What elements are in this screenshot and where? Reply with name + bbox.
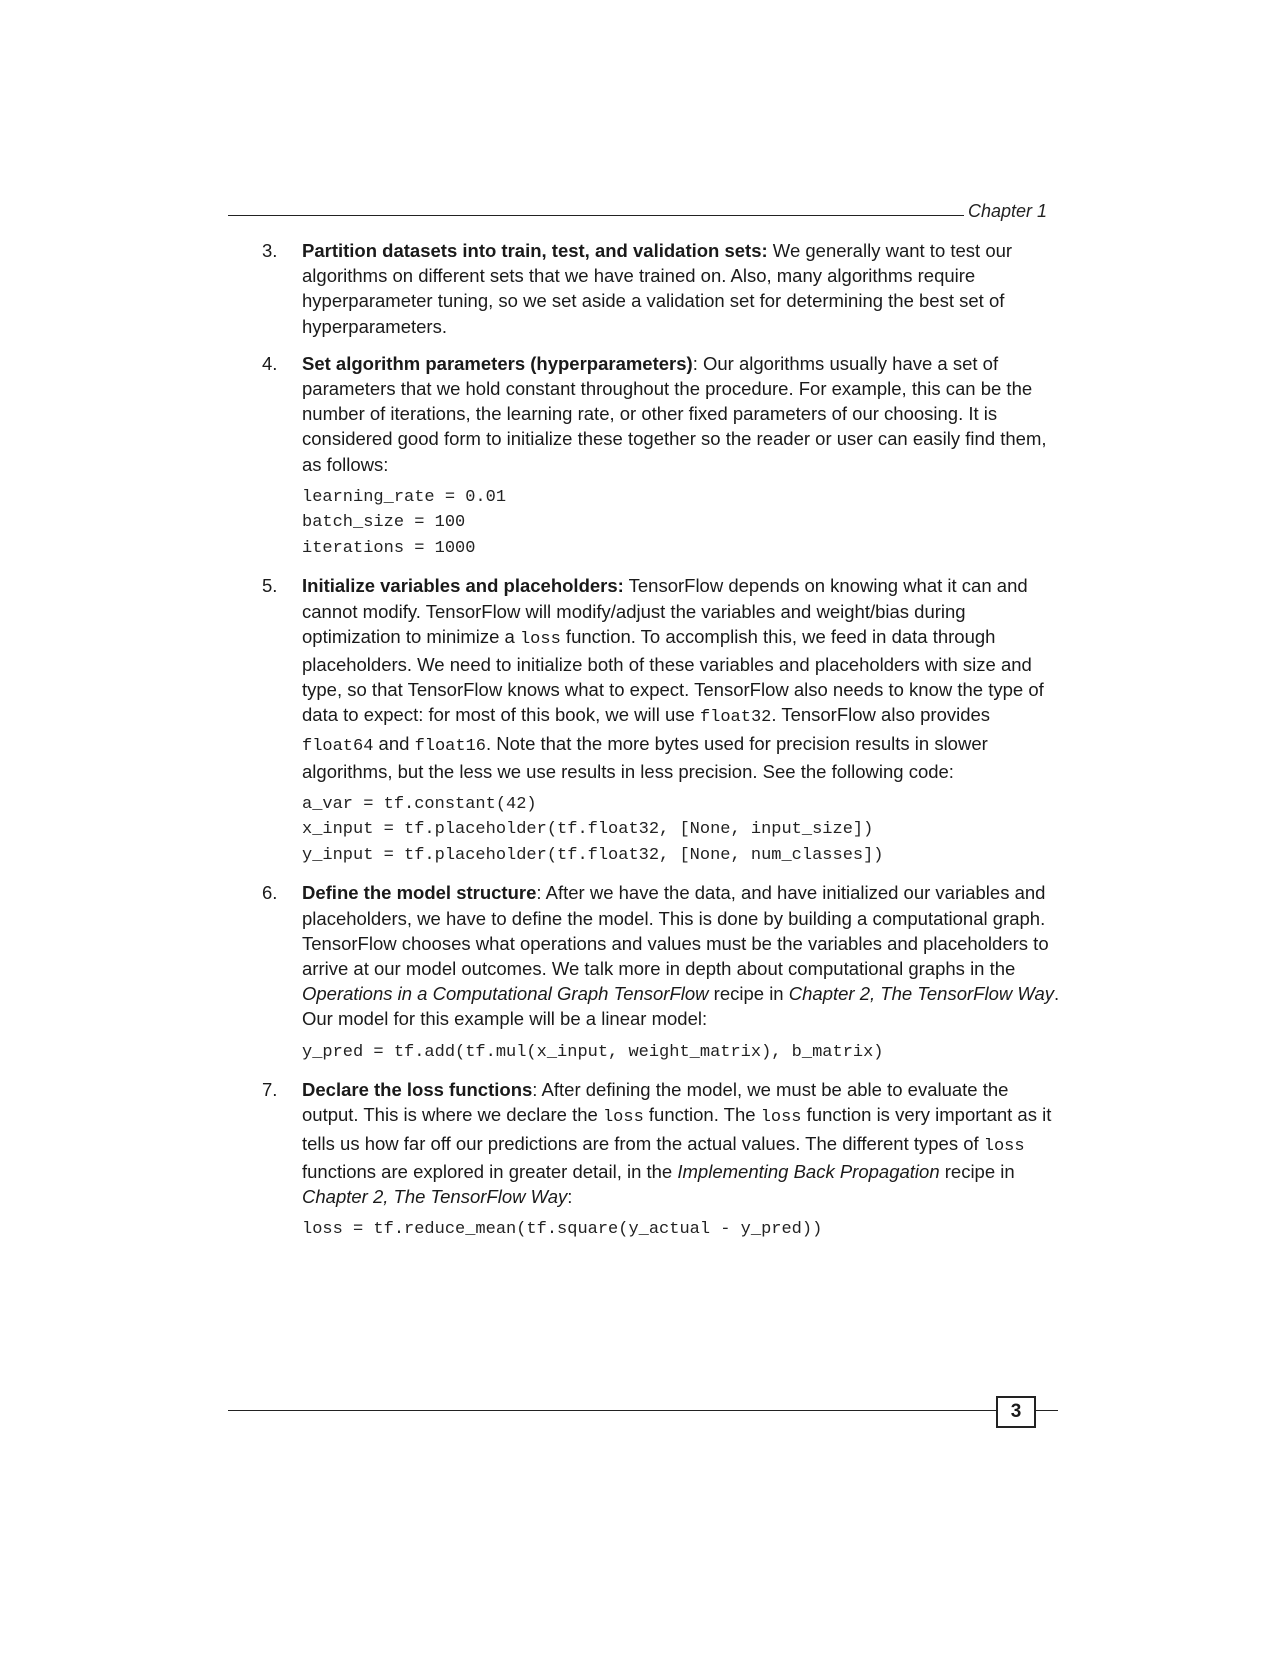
item-title: Define the model structure — [302, 882, 537, 904]
footer-rule-right — [1034, 1410, 1058, 1411]
item-title: Set algorithm parameters (hyperparameters) — [302, 352, 693, 374]
code-line: batch_size = 100 — [302, 513, 466, 533]
page-content — [262, 238, 1062, 1255]
code-line: iterations = 1000 — [302, 538, 476, 558]
item-number: 3. — [262, 240, 278, 261]
code-line: learning_rate = 0.01 — [302, 487, 507, 507]
code-block — [302, 1040, 1062, 1066]
item-paragraph: Partition datasets into train, test, and validation sets: We generally want to test our algorithms on different sets that we have trained on. Also, many algorithms require hyperparameter tuning, so we set aside a validation set for determining the best set of hyperparameters. — [302, 240, 1013, 337]
code-line: y_input = tf.placeholder(tf.float32, [None, num_classes]) — [302, 845, 884, 865]
code-line: x_input = tf.placeholder(tf.float32, [None, input_size]) — [302, 820, 874, 840]
item-number: 6. — [262, 882, 278, 904]
list-item — [262, 880, 1062, 1065]
code-line: y_pred = tf.add(tf.mul(x_input, weight_matrix), b_matrix) — [302, 1042, 884, 1062]
code-line: a_var = tf.constant(42) — [302, 794, 537, 814]
italic-reference: Operations in a Computational Graph TensorFlow — [302, 983, 709, 1005]
item-paragraph: Set algorithm parameters (hyperparameters): Our algorithms usually have a set of parameters that we hold constant throughout the procedure. For example, this can be the number of iterations, the learning rate, or other fixed parameters of our choosing. It is considered good form to initialize these together so the reader or user can easily find them, as follows: — [302, 352, 1047, 475]
inline-code: loss — [983, 1136, 1025, 1156]
footer-rule — [228, 1410, 998, 1411]
italic-reference: Implementing Back Propagation — [677, 1160, 940, 1182]
code-line: loss = tf.reduce_mean(tf.square(y_actual - y_pred)) — [302, 1220, 823, 1240]
inline-code: loss — [760, 1108, 802, 1128]
code-block — [302, 485, 1062, 562]
list-item — [262, 573, 1062, 868]
inline-code: float32 — [699, 708, 772, 728]
list-item — [262, 351, 1062, 562]
item-title: Partition datasets into train, test, and validation sets: — [302, 240, 768, 261]
chapter-label: Chapter 1 — [968, 201, 1048, 221]
item-paragraph: Declare the loss functions: After defining the model, we must be able to evaluate the output. This is where we declare the loss function. The loss function is very important as it tells us how far off our predictions are from the actual values. The different types of loss functions are explored in greater detail, in the Implementing Back Propagation recipe in Chapter 2, The TensorFlow Way: — [302, 1079, 1052, 1207]
code-block — [302, 792, 1062, 869]
code-block — [302, 1217, 1062, 1243]
list-item — [262, 1077, 1062, 1243]
inline-code: float64 — [302, 736, 374, 756]
item-title: Initialize variables and placeholders: — [302, 575, 624, 597]
italic-reference: Chapter 2, The TensorFlow Way — [302, 1185, 568, 1207]
item-number: 4. — [262, 352, 278, 374]
inline-code: loss — [602, 1108, 644, 1128]
item-number: 7. — [262, 1079, 278, 1101]
item-paragraph: Initialize variables and placeholders: TensorFlow depends on knowing what it can and cannot modify. TensorFlow will modify/adjust the variables and weight/bias during optimization to minimize a loss function. To accomplish this, we feed in data through placeholders. We need to initialize both of these variables and placeholders with size and type, so that TensorFlow knows what to expect. TensorFlow also needs to know the type of data to expect: for most of this book, we will use float32. TensorFlow also provides float64 and float16. Note that the more bytes used for precision results in slower algorithms, but the less we use results in less precision. See the following code: — [302, 575, 1044, 782]
item-number: 5. — [262, 575, 278, 597]
inline-code: loss — [519, 629, 561, 649]
item-title: Declare the loss functions — [302, 1079, 533, 1101]
list-item — [262, 238, 1062, 339]
item-paragraph: Define the model structure: After we have the data, and have initialized our variables and placeholders, we have to define the model. This is done by building a computational graph. TensorFlow chooses what operations and values must be the variables and placeholders to arrive at our model outcomes. We talk more in depth about computational graphs in the Operations in a Computational Graph TensorFlow recipe in Chapter 2, The TensorFlow Way. Our model for this example will be a linear model: — [302, 882, 1060, 1030]
page-number: 3 — [996, 1396, 1036, 1428]
inline-code: float16 — [414, 736, 486, 756]
italic-reference: Chapter 2, The TensorFlow Way — [788, 983, 1055, 1005]
header-rule — [228, 215, 964, 216]
